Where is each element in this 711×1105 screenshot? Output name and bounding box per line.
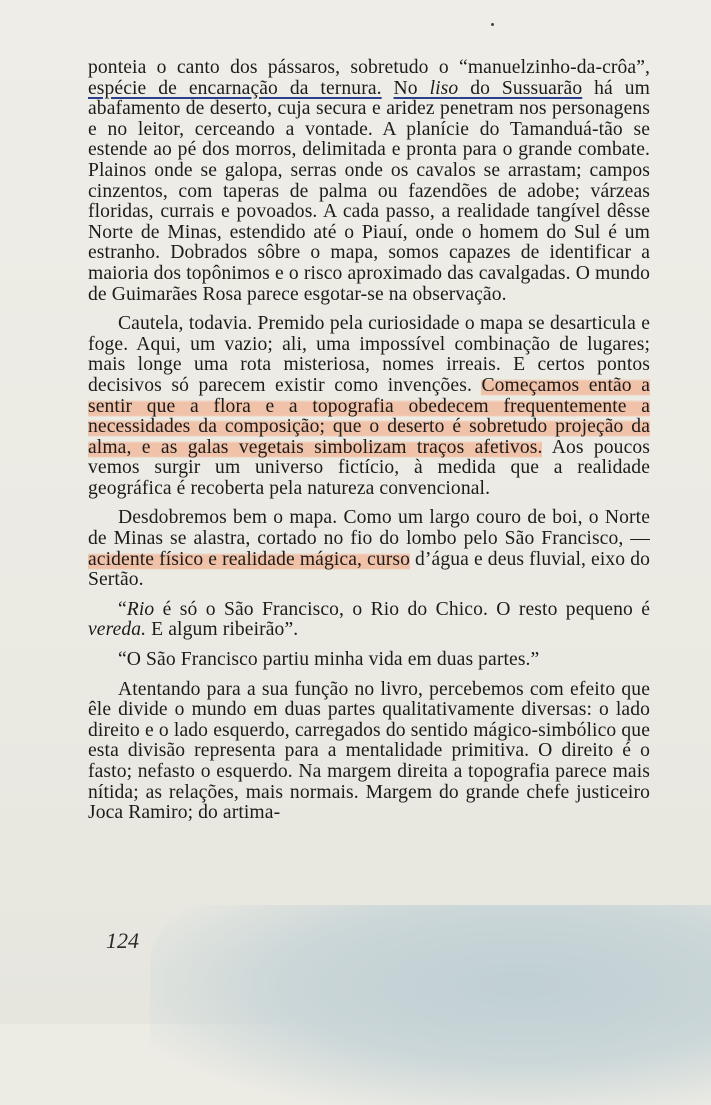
text-run: espécie de encarnação da ternura. [88,77,382,99]
page-body-text [88,58,650,833]
paragraph-p1 [88,58,650,305]
paragraph-p4 [88,600,650,641]
paragraph-p6 [88,680,650,824]
text-run: do Sussuarão [458,77,583,99]
highlighted-text: Começamos então a sentir que a flora e a topografia obedecem frequentemente a necessidades da composição; que o deserto é sobretudo projeção da alma, e as galas vegetais simbolizam traços afetivos. [88,374,650,458]
text-run: “O São Francisco partiu minha vida em duas partes.” [118,649,540,671]
highlighted-text: acidente físico e realidade mágica, curso [88,548,410,570]
text-run: d’água e deus fluvial, eixo do Sertão. [88,548,650,591]
paragraph-p5 [88,650,650,671]
text-run: liso [429,77,459,99]
text-run: E algum ribeirão”. [146,619,299,641]
text-run [382,78,394,99]
text-run: há um abafamento de deserto, cuja secura e aridez penetram nos personagens e no leitor, cerceando a vontade. A planície do Tamanduá-tão se estende ao pé dos morros, delimitada e pronta para o grande combate. Plainos onde se galopa, serras onde os cavalos se arrastam; campos cinzentos, com taperas de palma ou fazendões de adobe; várzeas floridas, currais e povoados. A cada passo, a realidade tangível dêsse Norte de Minas, estendido até o Piauí, onde o homem do Sul é um estranho. Dobrados sôbre o mapa, somos capazes de identificar a maioria dos topônimos e o risco aproximado das cavalgadas. O mundo de Guimarães Rosa parece esgotar-se na observação. [88,77,650,305]
text-run: vereda. [88,619,147,641]
hand-shadow [150,905,711,1105]
text-run: “ [118,598,127,620]
text-run: ponteia o canto dos pássaros, sobretudo o “manuelzinho-da-crôa”, [88,57,650,78]
paragraph-p3 [88,508,650,590]
text-run: Aos poucos vemos surgir um universo fictício, à medida que a realidade geográfica é recoberta pela natureza convencional. [88,436,650,499]
text-run: Cautela, todavia. Premido pela curiosidade o mapa se desarticula e foge. Aqui, um vazio; ali, uma impossível combinação de lugares; mais longe uma rota misteriosa, nomes irreais. E certos pontos decisivos só parecem existir como invenções. [88,313,650,396]
text-run: Atentando para a sua função no livro, percebemos com efeito que êle divide o mundo em duas partes qualitativamente diversas: o lado direito e o lado esquerdo, carregados do sentido mágico-simbólico que esta divisão representa para a mentalidade primitiva. O direito é o fasto; nefasto o esquerdo. Na margem direita a topografia parece mais nítida; as relações, mais normais. Margem do grande chefe justiceiro Joca Ramiro; do artima- [88,678,650,824]
text-run: Desdobremos bem o mapa. Como um largo couro de boi, o Norte de Minas se alastra, cortado no fio do lombo pelo São Francisco, — [88,507,650,550]
paragraph-p2 [88,314,650,499]
page-number: 124 [106,928,139,953]
text-run: No [393,77,430,99]
text-run: Rio [126,598,155,620]
ink-speck [491,23,494,26]
text-run: é só o São Francisco, o Rio do Chico. O resto pequeno é [154,598,650,620]
